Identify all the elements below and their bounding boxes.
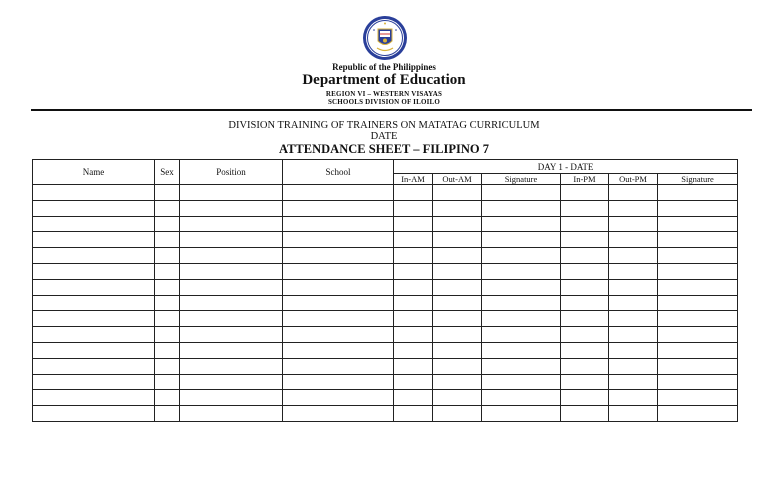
department-title: Department of Education (302, 72, 466, 88)
in-pm-cell[interactable] (561, 406, 609, 422)
in-pm-cell[interactable] (561, 390, 609, 406)
sex-header: Sex (155, 160, 180, 185)
position-header: Position (180, 160, 283, 185)
position-cell[interactable] (180, 232, 283, 248)
table-row (33, 279, 738, 295)
attendance-table (32, 159, 738, 422)
sex-cell[interactable] (155, 216, 180, 232)
signature-am-cell[interactable] (482, 311, 561, 327)
name-cell[interactable] (33, 232, 155, 248)
out-am-cell[interactable] (433, 358, 482, 374)
name-cell[interactable] (33, 390, 155, 406)
signature-pm-cell[interactable] (658, 311, 738, 327)
deped-seal-icon (362, 15, 408, 61)
position-cell[interactable] (180, 374, 283, 390)
signature-am-cell[interactable] (482, 342, 561, 358)
in-pm-cell[interactable] (561, 216, 609, 232)
out-pm-cell[interactable] (609, 248, 658, 264)
region-label: REGION VI – WESTERN VISAYAS (325, 90, 443, 98)
out-am-cell[interactable] (433, 216, 482, 232)
out-pm-cell[interactable] (609, 232, 658, 248)
sex-cell[interactable] (155, 311, 180, 327)
in-pm-cell[interactable] (561, 327, 609, 343)
sex-cell[interactable] (155, 248, 180, 264)
table-row (33, 263, 738, 279)
sex-cell[interactable] (155, 390, 180, 406)
in-pm-cell[interactable] (561, 263, 609, 279)
in-am-cell[interactable] (394, 279, 433, 295)
in-pm-cell[interactable] (561, 311, 609, 327)
signature-pm-cell[interactable] (658, 327, 738, 343)
sex-cell[interactable] (155, 279, 180, 295)
sex-cell[interactable] (155, 342, 180, 358)
signature-pm-cell[interactable] (658, 358, 738, 374)
date-label: DATE (370, 131, 398, 142)
sex-cell[interactable] (155, 185, 180, 201)
name-cell[interactable] (33, 248, 155, 264)
school-cell[interactable] (283, 295, 394, 311)
in-am-cell[interactable] (394, 406, 433, 422)
republic-label: Republic of the Philippines (332, 62, 436, 72)
in-pm-cell[interactable] (561, 200, 609, 216)
school-cell[interactable] (283, 200, 394, 216)
signature-am-cell[interactable] (482, 406, 561, 422)
position-cell[interactable] (180, 200, 283, 216)
signature-am-cell[interactable] (482, 374, 561, 390)
signature-pm-cell[interactable] (658, 248, 738, 264)
name-cell[interactable] (33, 374, 155, 390)
name-cell[interactable] (33, 279, 155, 295)
school-cell[interactable] (283, 216, 394, 232)
out-am-cell[interactable] (433, 311, 482, 327)
school-cell[interactable] (283, 327, 394, 343)
sex-cell[interactable] (155, 358, 180, 374)
name-cell[interactable] (33, 263, 155, 279)
name-cell[interactable] (33, 358, 155, 374)
name-cell[interactable] (33, 406, 155, 422)
in-am-cell[interactable] (394, 374, 433, 390)
name-header: Name (33, 160, 155, 185)
signature-am-cell[interactable] (482, 327, 561, 343)
table-row (33, 232, 738, 248)
position-cell[interactable] (180, 311, 283, 327)
table-row (33, 342, 738, 358)
position-cell[interactable] (180, 263, 283, 279)
in-am-cell[interactable] (394, 311, 433, 327)
out-am-cell[interactable] (433, 263, 482, 279)
position-cell[interactable] (180, 279, 283, 295)
in-am-cell[interactable] (394, 358, 433, 374)
out-pm-header: Out-PM (609, 174, 658, 185)
name-cell[interactable] (33, 327, 155, 343)
in-am-cell[interactable] (394, 216, 433, 232)
day-header: DAY 1 - DATE (394, 160, 738, 174)
out-pm-cell[interactable] (609, 185, 658, 201)
signature-pm-cell[interactable] (658, 279, 738, 295)
school-cell[interactable] (283, 263, 394, 279)
school-cell[interactable] (283, 311, 394, 327)
in-pm-header: In-PM (561, 174, 609, 185)
out-pm-cell[interactable] (609, 263, 658, 279)
out-pm-cell[interactable] (609, 311, 658, 327)
name-cell[interactable] (33, 311, 155, 327)
position-cell[interactable] (180, 342, 283, 358)
in-pm-cell[interactable] (561, 185, 609, 201)
school-header: School (283, 160, 394, 185)
out-pm-cell[interactable] (609, 200, 658, 216)
out-am-cell[interactable] (433, 295, 482, 311)
signature-am-cell[interactable] (482, 390, 561, 406)
signature-am-cell[interactable] (482, 295, 561, 311)
table-row (33, 327, 738, 343)
out-am-cell[interactable] (433, 374, 482, 390)
in-pm-cell[interactable] (561, 279, 609, 295)
signature-am-cell[interactable] (482, 248, 561, 264)
signature-pm-header: Signature (658, 174, 738, 185)
signature-pm-cell[interactable] (658, 295, 738, 311)
signature-am-header: Signature (482, 174, 561, 185)
school-cell[interactable] (283, 406, 394, 422)
out-am-cell[interactable] (433, 200, 482, 216)
position-cell[interactable] (180, 295, 283, 311)
out-am-header: Out-AM (433, 174, 482, 185)
out-pm-cell[interactable] (609, 342, 658, 358)
signature-am-cell[interactable] (482, 358, 561, 374)
out-pm-cell[interactable] (609, 390, 658, 406)
table-row (33, 295, 738, 311)
training-title: DIVISION TRAINING OF TRAINERS ON MATATAG CURRICULUM (228, 120, 540, 131)
position-cell[interactable] (180, 216, 283, 232)
table-row (33, 374, 738, 390)
out-pm-cell[interactable] (609, 374, 658, 390)
in-am-header: In-AM (394, 174, 433, 185)
table-row (33, 200, 738, 216)
sex-cell[interactable] (155, 406, 180, 422)
signature-am-cell[interactable] (482, 185, 561, 201)
table-row (33, 248, 738, 264)
in-am-cell[interactable] (394, 248, 433, 264)
out-pm-cell[interactable] (609, 327, 658, 343)
out-pm-cell[interactable] (609, 295, 658, 311)
division-label: SCHOOLS DIVISION OF ILOILO (327, 98, 441, 106)
position-cell[interactable] (180, 185, 283, 201)
in-pm-cell[interactable] (561, 232, 609, 248)
out-am-cell[interactable] (433, 406, 482, 422)
table-row (33, 216, 738, 232)
name-cell[interactable] (33, 216, 155, 232)
out-pm-cell[interactable] (609, 279, 658, 295)
table-row (33, 390, 738, 406)
header-divider (31, 109, 752, 111)
school-cell[interactable] (283, 248, 394, 264)
out-am-cell[interactable] (433, 232, 482, 248)
out-am-cell[interactable] (433, 342, 482, 358)
in-am-cell[interactable] (394, 185, 433, 201)
signature-am-cell[interactable] (482, 200, 561, 216)
signature-pm-cell[interactable] (658, 342, 738, 358)
signature-pm-cell[interactable] (658, 406, 738, 422)
table-row (33, 406, 738, 422)
in-am-cell[interactable] (394, 295, 433, 311)
in-pm-cell[interactable] (561, 374, 609, 390)
position-cell[interactable] (180, 390, 283, 406)
signature-pm-cell[interactable] (658, 263, 738, 279)
sheet-title: ATTENDANCE SHEET – FILIPINO 7 (279, 142, 489, 156)
in-pm-cell[interactable] (561, 295, 609, 311)
in-am-cell[interactable] (394, 390, 433, 406)
signature-am-cell[interactable] (482, 216, 561, 232)
sex-cell[interactable] (155, 200, 180, 216)
signature-pm-cell[interactable] (658, 200, 738, 216)
out-am-cell[interactable] (433, 248, 482, 264)
table-row (33, 185, 738, 201)
school-cell[interactable] (283, 279, 394, 295)
name-cell[interactable] (33, 200, 155, 216)
out-pm-cell[interactable] (609, 406, 658, 422)
in-am-cell[interactable] (394, 342, 433, 358)
signature-pm-cell[interactable] (658, 374, 738, 390)
out-pm-cell[interactable] (609, 358, 658, 374)
in-am-cell[interactable] (394, 232, 433, 248)
school-cell[interactable] (283, 232, 394, 248)
sex-cell[interactable] (155, 327, 180, 343)
sex-cell[interactable] (155, 263, 180, 279)
sex-cell[interactable] (155, 374, 180, 390)
name-cell[interactable] (33, 295, 155, 311)
signature-am-cell[interactable] (482, 279, 561, 295)
out-am-cell[interactable] (433, 327, 482, 343)
school-cell[interactable] (283, 185, 394, 201)
name-cell[interactable] (33, 185, 155, 201)
name-cell[interactable] (33, 342, 155, 358)
sex-cell[interactable] (155, 295, 180, 311)
out-am-cell[interactable] (433, 279, 482, 295)
school-cell[interactable] (283, 374, 394, 390)
out-pm-cell[interactable] (609, 216, 658, 232)
signature-pm-cell[interactable] (658, 232, 738, 248)
school-cell[interactable] (283, 358, 394, 374)
signature-pm-cell[interactable] (658, 216, 738, 232)
in-am-cell[interactable] (394, 200, 433, 216)
table-row (33, 311, 738, 327)
position-cell[interactable] (180, 406, 283, 422)
in-am-cell[interactable] (394, 327, 433, 343)
sex-cell[interactable] (155, 232, 180, 248)
school-cell[interactable] (283, 342, 394, 358)
school-cell[interactable] (283, 390, 394, 406)
in-pm-cell[interactable] (561, 342, 609, 358)
attendance-rows (33, 185, 738, 422)
position-cell[interactable] (180, 248, 283, 264)
signature-pm-cell[interactable] (658, 185, 738, 201)
in-am-cell[interactable] (394, 263, 433, 279)
signature-am-cell[interactable] (482, 263, 561, 279)
in-pm-cell[interactable] (561, 248, 609, 264)
position-cell[interactable] (180, 358, 283, 374)
in-pm-cell[interactable] (561, 358, 609, 374)
signature-am-cell[interactable] (482, 232, 561, 248)
position-cell[interactable] (180, 327, 283, 343)
out-am-cell[interactable] (433, 390, 482, 406)
table-row (33, 358, 738, 374)
out-am-cell[interactable] (433, 185, 482, 201)
signature-pm-cell[interactable] (658, 390, 738, 406)
